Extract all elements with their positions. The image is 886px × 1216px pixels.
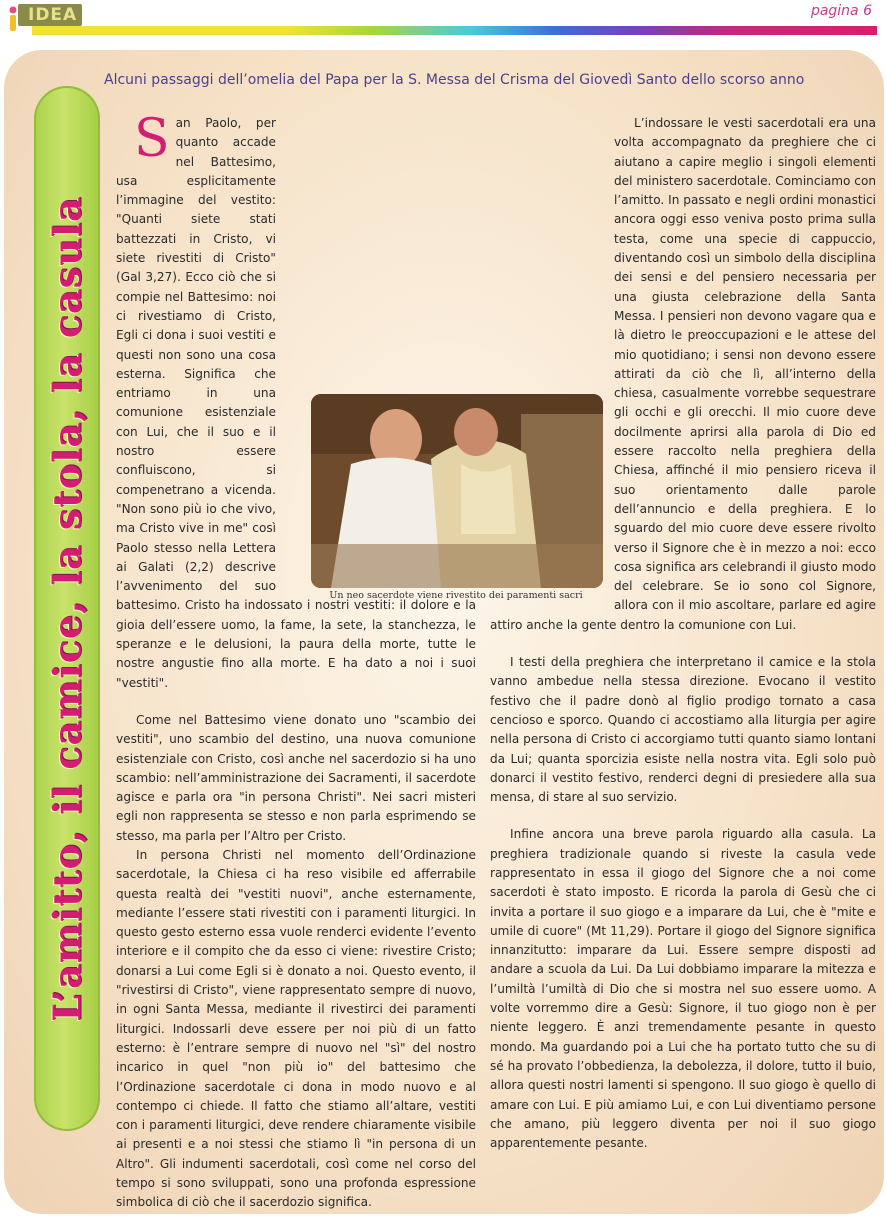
- photo-priests: [311, 394, 603, 588]
- logo-text: IDEA: [28, 5, 78, 25]
- right-column: [490, 114, 876, 1153]
- paragraph-6: Infine ancora una breve parola riguardo alla casula. La preghiera tradizionale quando si riveste la casula vede rappresentato in essa il giogo del Signore che a noi come sacerdoti è stato imposto. E ricorda la parola di Gesù che ci invita a portare il suo giogo e a imparare da Lui, che è "mite e umile di cuore" (Mt 11,29). Portare il giogo del Signore significa innanzitutto: imparare da Lui. Essere sempre disposti ad andare a scuola da Lui. Da Lui dobbiamo imparare la mitezza e l’umiltà l’umiltà di Dio che si mostra nel suo essere uomo. A volte vorremmo dire a Gesù: Signore, il tuo giogo non è per niente leggero. È anzi tremendamente pesante in questo mondo. Ma guardando poi a Lui che ha portato tutto che su di sé ha provato l’obbedienza, la debolezza, il dolore, tutto il buio, allora questi nostri lamenti si spengono. Il suo giogo è quello di amare con Lui. E più amiamo Lui, e con Lui diventiamo persone che amano, più leggero diventa per noi il suo giogo apparentemente pesante.: [490, 827, 876, 1151]
- paragraph-5: I testi della preghiera che interpretano il camice e la stola vanno ambedue nella stessa direzione. Evocano il vestito festivo che il padre donò al figlio prodigo tornato a casa cencioso e sporco. Quando ci accostiamo alla liturgia per agire nella persona di Cristo ci accorgiamo tutti quanto siamo lontani da Lui; quanta sporcizia esiste nella nostra vita. Egli solo può donarci il vestito festivo, renderci degni di presiedere alla sua mensa, di stare al suo servizio.: [490, 655, 876, 805]
- paragraph-2: Come nel Battesimo viene donato uno "scambio dei vestiti", uno scambio del destino, una nuova comunione esistenziale con Cristo, così anche nel sacerdozio si ha uno scambio: nell’amministrazione dei Sacramenti, il sacerdote agisce e parla ora "in persona Christi". Nei sacri misteri egli non rappresenta se stesso e non parla esprimendo se stesso, ma parla per l’Altro per Cristo.: [116, 712, 476, 843]
- photo-caption: Un neo sacerdote viene rivestito dei paramenti sacri: [329, 590, 583, 601]
- article-subtitle: Alcuni passaggi dell’omelia del Papa per la S. Messa del Crisma del Giovedì Santo dello scorso anno: [104, 72, 805, 88]
- sidebar-title: [34, 86, 100, 1131]
- drop-cap: S: [134, 109, 170, 169]
- photo-illustration: [311, 394, 603, 588]
- paragraph-1: San Paolo, per quanto accade nel Battesimo, usa esplicitamente l’immagine del vestito: "Quanti siete stati battezzati in Cristo, vi siete rivestiti di Cristo" (Gal 3,27). Ecco ciò che si compie nel Battesimo: noi ci rivestiamo di Cristo, Egli ci dona i suoi vestiti e questi non sono una cosa esterna. Significa che entriamo in una comunione esistenziale con Lui, che il suo e il nostro essere confluiscono, si compenetrano a vicenda. "Non sono più io che vivo, ma Cristo vive in me" così Paolo stesso nella Lettera ai Galati (2,2) descrive l’avvenimento del suo battesimo. Cristo ha indossato i nostri vestiti: il dolore e la gioia dell’essere uomo, la fame, la sete, la stanchezza, le speranze e le delusioni, la paura della morte, tutte le nostre angustie fino alla morte. E ha dato a noi i suoi "vestiti".: [116, 109, 476, 690]
- photo-figure: [308, 394, 604, 610]
- page-number: pagina 6: [810, 3, 872, 19]
- paragraph-4: L’indossare le vesti sacerdotali era una volta accompagnato da preghiere che ci aiutano a capire meglio i singoli elementi del ministero sacerdotale. Cominciamo con l’amitto. In passato e negli ordini monastici ancora oggi esso veniva posto prima sulla testa, come una specie di cappuccio, diventando così un simbolo della disciplina dei sensi e del pensiero necessaria per una giusta celebrazione della Santa Messa. I pensieri non devono vagare qua e là dietro le preoccupazioni e le attese del mio quotidiano; i sensi non devono essere attirati da ciò che lì, all’interno della chiesa, casualmente vorrebbe sequestrare gli occhi e gli orecchi. Il mio cuore deve docilmente aprirsi alla parola di Dio ed essere raccolto nella preghiera della Chiesa, affinché il mio pensiero riceva il suo orientamento dalle parole dell’annuncio e della preghiera. E lo sguardo del mio cuore deve essere rivolto verso il Signore che è in mezzo a noi: ecco cosa significa ars celebrandi il giusto modo del celebrare. Se io sono col Signore, allora con il mio ascoltare, parlare ed agire attiro anche la gente dentro la comunione con Lui.: [490, 116, 877, 632]
- sidebar-title-text: L’amitto, il camice, la stola, la casula: [44, 195, 90, 1022]
- paragraph-3: In persona Christi nel momento dell’Ordinazione sacerdotale, la Chiesa ci ha reso visibile ed afferrabile questa realtà dei "vestiti nuovi", anche esternamente, mediante l’essere stati rivestiti con i paramenti liturgici. In questo gesto esterno essa vuole renderci evidente l’evento interiore e il compito che da esso ci viene: rivestire Cristo; donarsi a Lui come Egli si è donato a noi. Questo evento, il "rivestirsi di Cristo", viene rappresentato sempre di nuovo, in ogni Santa Messa, mediante il rivestirci dei paramenti liturgici. Indossarli deve essere per noi più di un fatto esterno: è l’entrare sempre di nuovo nel "sì" del nostro incarico in quel "non più io" del battesimo che l’Ordinazione sacerdotale ci dona in modo nuovo e al contempo ci chiede. Il fatto che stiamo all’altare, vestiti con i paramenti liturgici, deve rendere chiaramente visibile ai presenti e a noi stessi che stiamo lì "in persona di un Altro". Gli indumenti sacerdotali, così come nel corso del tempo si sono sviluppati, sono una profonda espressione simbolica di ciò che il sacerdozio significa.: [116, 847, 476, 1210]
- logo-mark-icon: [8, 6, 18, 32]
- page-header: [0, 0, 886, 52]
- rainbow-stripe: [32, 26, 877, 35]
- left-column: [116, 109, 476, 1213]
